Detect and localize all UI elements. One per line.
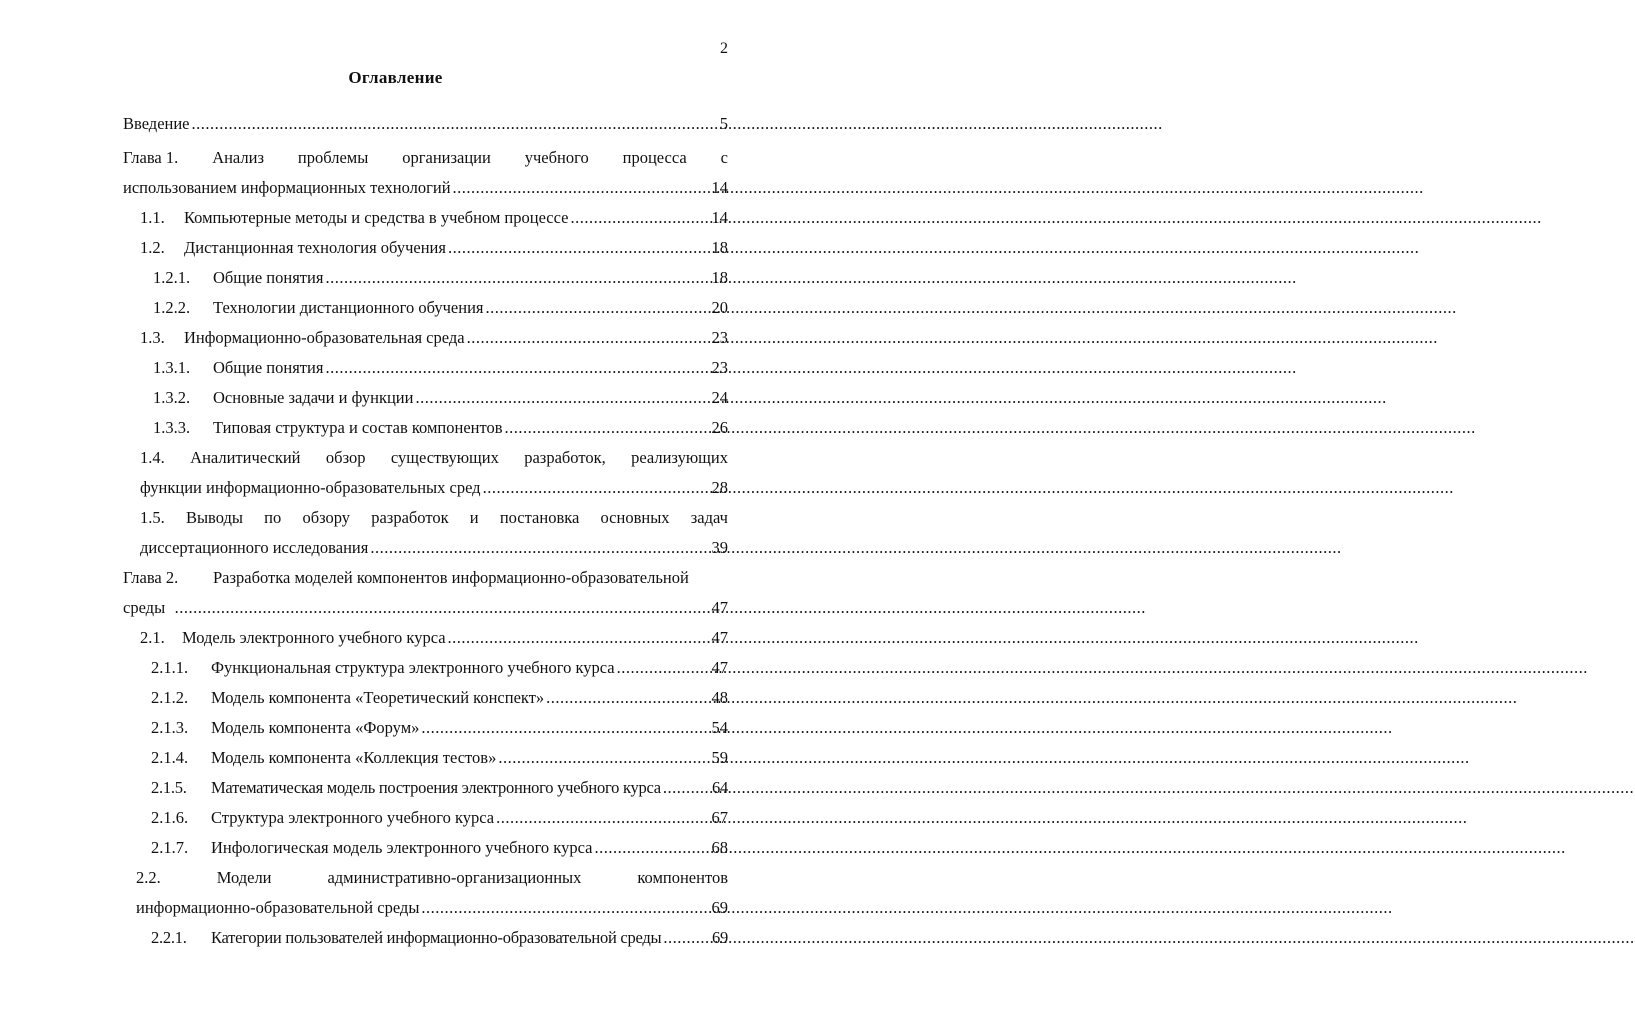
toc-word: административно-организационных [327, 868, 582, 887]
toc-page: 69 [712, 928, 728, 947]
toc-page: 23 [711, 358, 728, 377]
toc-word: организации [402, 148, 491, 167]
toc-word: обзору [302, 508, 351, 527]
toc-number: 2.1.7. [151, 838, 189, 857]
toc-leader [594, 838, 709, 858]
toc-entry-chapter-1-line-1 [123, 148, 728, 168]
toc-word: постановка [499, 508, 580, 527]
toc-leader [663, 778, 710, 798]
toc-entry-1-4-line-2 [140, 478, 728, 508]
toc-entry-1-2-2 [153, 298, 728, 328]
toc-word: учебного [524, 148, 589, 167]
toc-leader [467, 328, 710, 348]
toc-number: Глава 2. [123, 568, 179, 587]
toc-title: Структура электронного учебного курса [211, 808, 495, 827]
toc-word: Выводы [185, 508, 243, 527]
toc-title: Дистанционная технология обучения [184, 238, 446, 257]
toc-leader [325, 358, 709, 378]
toc-page: 18 [711, 268, 728, 287]
toc-entry-1-2 [140, 238, 728, 268]
toc-title: Введение [123, 114, 190, 133]
toc-leader [486, 298, 710, 318]
toc-entry-1-3-3 [153, 418, 728, 448]
toc-entry-chapter-2-line-2 [123, 598, 728, 628]
toc-entry-1-3 [140, 328, 728, 358]
toc-title: Модель компонента «Теоретический конспект» [211, 688, 545, 707]
toc-title: среды [123, 598, 166, 617]
toc-word: проблемы [297, 148, 369, 167]
toc-page: 18 [711, 238, 728, 257]
toc-word: по [264, 508, 282, 527]
toc-title: Модель компонента «Форум» [211, 718, 420, 737]
toc-entry-2-2-line-1 [136, 868, 728, 888]
toc-leader [546, 688, 709, 708]
toc-number: 2.1.5. [151, 778, 187, 797]
toc-page: 69 [711, 898, 728, 917]
toc-title: использованием информационных технологий [123, 178, 451, 197]
toc-entry-1-1 [140, 208, 728, 238]
toc-entry-2-1-4 [151, 748, 728, 778]
toc-entry-2-1-5 [151, 778, 728, 808]
toc-word: основных [600, 508, 670, 527]
toc-entry-1-4-line-1 [140, 448, 728, 468]
toc-title: Функциональная структура электронного учебного курса [211, 658, 615, 677]
toc-page: 26 [711, 418, 728, 437]
toc-number: 2.2.1. [151, 928, 187, 947]
toc-leader [663, 928, 710, 948]
toc-page: 39 [711, 538, 728, 557]
toc-entry-2-2-line-2 [136, 898, 728, 928]
toc-title: Модель компонента «Коллекция тестов» [211, 748, 497, 767]
toc-leader [498, 748, 709, 768]
toc-word: 2.2. [136, 868, 161, 887]
toc-page: 23 [711, 328, 728, 347]
toc-page: 14 [711, 208, 728, 227]
toc-title: Общие понятия [213, 358, 324, 377]
toc-page: 68 [711, 838, 728, 857]
toc-leader [570, 208, 709, 228]
toc-page: 67 [711, 808, 728, 827]
toc-title: Компьютерные методы и средства в учебном процессе [184, 208, 569, 227]
toc-entry-2-1-6 [151, 808, 728, 838]
toc-number: 2.1. [140, 628, 165, 647]
toc-entry-chapter-2-line-1 [123, 568, 728, 598]
toc-entry-2-1-7 [151, 838, 728, 868]
toc-page: 20 [711, 298, 728, 317]
toc-entry-intro [123, 114, 728, 144]
toc-number: 2.1.6. [151, 808, 189, 827]
toc-page: 14 [711, 178, 728, 197]
toc-title: Основные задачи и функции [213, 388, 414, 407]
toc-word: разработок, [524, 448, 606, 467]
toc-entry-1-3-2 [153, 388, 728, 418]
toc-leader [448, 238, 710, 258]
toc-number: 2.1.4. [151, 748, 189, 767]
toc-leader [421, 718, 709, 738]
toc-title: Математическая модель построения электронного учебного курса [211, 778, 661, 797]
toc-number: 2.1.3. [151, 718, 189, 737]
toc-word: процесса [622, 148, 687, 167]
toc-entry-2-1-3 [151, 718, 728, 748]
toc-leader [505, 418, 710, 438]
toc-number: 1.3. [140, 328, 165, 347]
toc-leader [453, 178, 710, 198]
toc-word: и [469, 508, 479, 527]
toc-title: диссертационного исследования [140, 538, 369, 557]
toc-number: 1.3.2. [153, 388, 191, 407]
toc-number: 1.1. [140, 208, 165, 227]
toc-word: реализующих [631, 448, 728, 467]
toc-word: 1.4. [140, 448, 165, 467]
toc-title: Информационно-образовательная среда [184, 328, 465, 347]
toc-title: Категории пользователей информационно-образовательной среды [211, 928, 662, 947]
toc-entry-2-1-1 [151, 658, 728, 688]
page-number: 2 [720, 40, 728, 57]
toc-leader [192, 114, 718, 134]
toc-leader [370, 538, 709, 558]
toc-leader [448, 628, 710, 648]
toc-page: 59 [711, 748, 728, 767]
toc-page: 24 [711, 388, 728, 407]
toc-word: с [720, 148, 728, 167]
toc-word: задач [690, 508, 728, 527]
toc-page: 47 [711, 628, 728, 647]
toc-word: Аналитический [190, 448, 301, 467]
toc-word: обзор [325, 448, 366, 467]
toc-word: существующих [390, 448, 499, 467]
toc-entry-1-2-1 [153, 268, 728, 298]
toc-title: Модель электронного учебного курса [182, 628, 446, 647]
toc-leader [415, 388, 709, 408]
toc-leader [325, 268, 709, 288]
toc-entry-1-5-line-1 [140, 508, 728, 528]
toc-number: 1.2. [140, 238, 165, 257]
toc-page: 28 [711, 478, 728, 497]
toc-leader [483, 478, 710, 498]
toc-page: 5 [719, 114, 728, 133]
toc-title: Разработка моделей компонентов информационно-образовательной [213, 568, 689, 587]
toc-title: функции информационно-образовательных сред [140, 478, 481, 497]
toc-word: 1.5. [140, 508, 165, 527]
toc-word: Глава 1. [123, 148, 179, 167]
toc-page: 47 [711, 658, 728, 677]
toc-leader [496, 808, 709, 828]
toc-leader [617, 658, 710, 678]
toc-page: 64 [712, 778, 728, 797]
toc-entry-1-3-1 [153, 358, 728, 388]
toc-word: разработок [371, 508, 449, 527]
toc-entry-chapter-1-line-2 [123, 178, 728, 208]
toc-page: 48 [711, 688, 728, 707]
page-title: Оглавление [348, 68, 443, 87]
toc-word: компонентов [637, 868, 728, 887]
toc-leader [175, 598, 710, 618]
toc-title: Инфологическая модель электронного учебного курса [211, 838, 593, 857]
toc-entry-2-1-2 [151, 688, 728, 718]
toc-entry-2-2-1 [151, 928, 728, 958]
toc-page: 54 [711, 718, 728, 737]
toc-number: 2.1.2. [151, 688, 189, 707]
toc-entry-2-1 [140, 628, 728, 658]
toc-word: Модели [216, 868, 272, 887]
toc-page: 47 [711, 598, 728, 617]
toc-number: 2.1.1. [151, 658, 189, 677]
toc-title: Технологии дистанционного обучения [213, 298, 484, 317]
toc-title: Общие понятия [213, 268, 324, 287]
toc-leader [421, 898, 709, 918]
toc-title: информационно-образовательной среды [136, 898, 420, 917]
toc-number: 1.2.1. [153, 268, 191, 287]
toc-title: Типовая структура и состав компонентов [213, 418, 503, 437]
toc-entry-1-5-line-2 [140, 538, 728, 568]
toc-word: Анализ [212, 148, 264, 167]
toc-number: 1.2.2. [153, 298, 191, 317]
toc-number: 1.3.3. [153, 418, 191, 437]
toc-number: 1.3.1. [153, 358, 191, 377]
